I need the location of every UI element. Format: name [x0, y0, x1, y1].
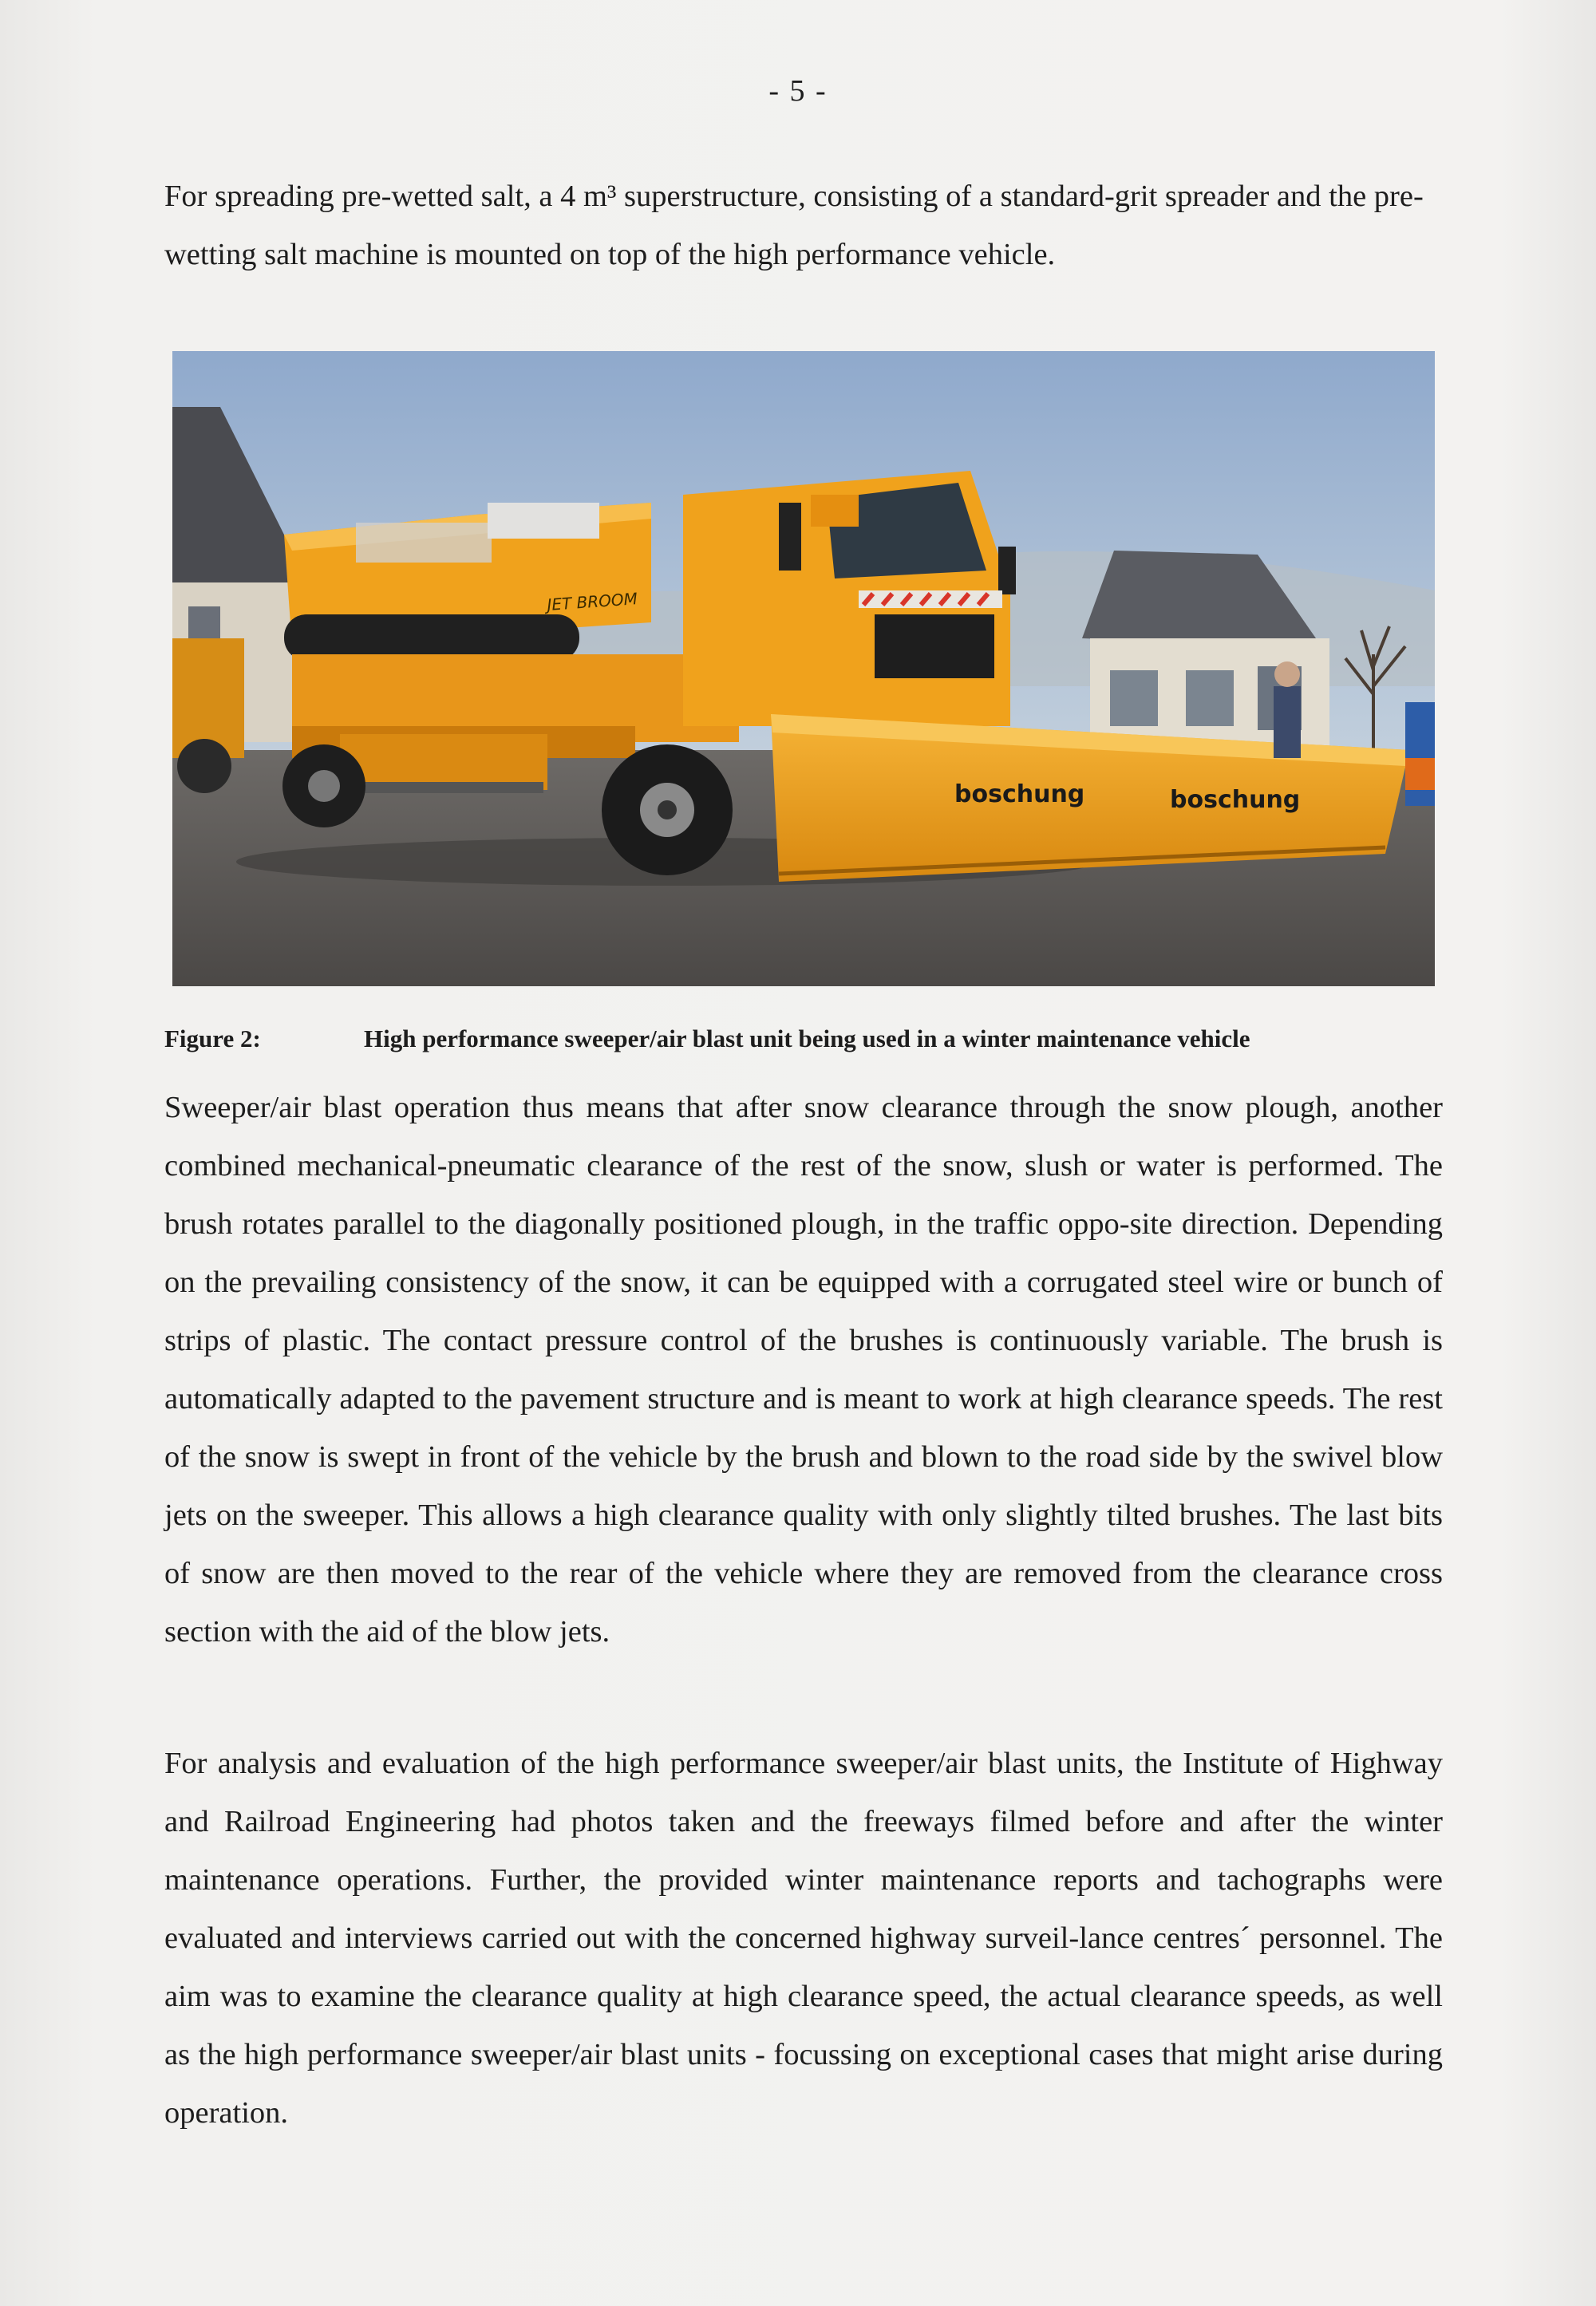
figure-2-photo: [172, 351, 1435, 986]
figure-caption-text: High performance sweeper/air blast unit being used in a winter maintenance vehicle: [364, 1025, 1250, 1052]
jet-broom-label: JET BROOM: [546, 589, 638, 614]
sweeper-paragraph: Sweeper/air blast operation thus means that after snow clearance through the snow plough, another combined mechanical-pneumatic clearance of the rest of the snow, slush or water is performed. The brush rotates parallel to the diagonally positioned plough, in the traffic oppo-site direction. Depending on the prevailing consistency of the snow, it can be equipped with a corrugated steel wire or bunch of strips of plastic. The contact pressure control of the brushes is continuously variable. The brush is automatically adapted to the pavement structure and is meant to work at high clearance speeds. The rest of the snow is swept in front of the vehicle by the brush and blown to the road side by the swivel blow jets on the sweeper. This allows a high clearance quality with only slightly tilted brushes. The last bits of snow are then moved to the rear of the vehicle where they are removed from the clearance cross section with the aid of the blow jets.: [164, 1091, 1443, 1649]
figure-label: Figure 2:: [164, 1025, 261, 1052]
plough-brand-right: boschung: [1170, 786, 1301, 814]
intro-paragraph: For spreading pre-wetted salt, a 4 m³ superstructure, consisting of a standard-grit spreader and the pre-wetting salt machine is mounted on top of the high performance vehicle.: [164, 180, 1424, 271]
plough-brand-left: boschung: [954, 780, 1085, 808]
sweeper-truck-illustration: [172, 351, 1435, 986]
figure-caption: [164, 1020, 1443, 1058]
page-number: - 5 -: [768, 74, 828, 108]
analysis-paragraph: For analysis and evaluation of the high performance sweeper/air blast units, the Institute of Highway and Railroad Engineering had photos taken and the freeways filmed before and after the winter maintenance operations. Further, the provided winter maintenance reports and tachographs were evaluated and interviews carried out with the concerned highway surveil-lance centres´ personnel. The aim was to examine the clearance quality at high clearance speed, the actual clearance speeds, as well as the high performance sweeper/air blast units - focussing on exceptional cases that might arise during operation.: [164, 1747, 1443, 2130]
